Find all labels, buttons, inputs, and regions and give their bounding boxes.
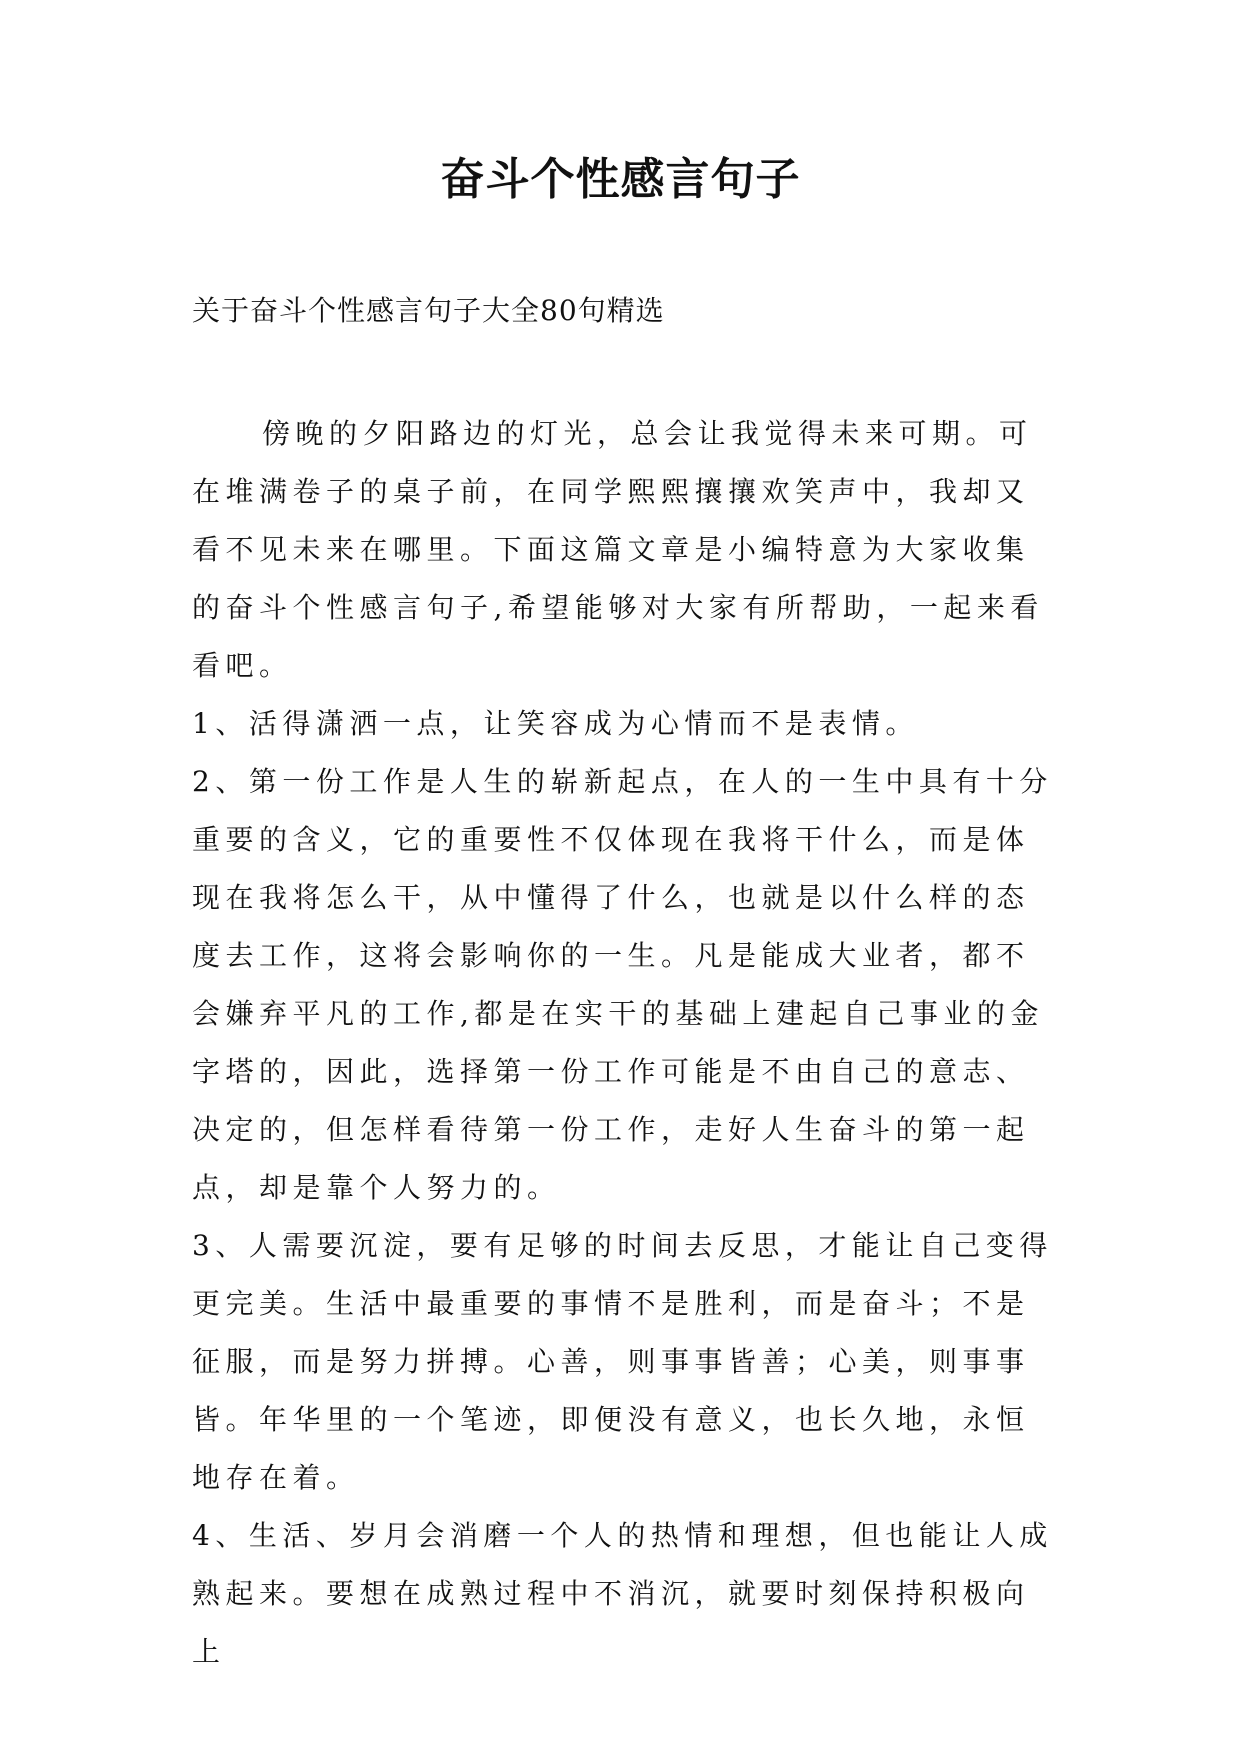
list-item: 2、第一份工作是人生的崭新起点，在人的一生中具有十分重要的含义，它的重要性不仅体现在我将干什么，而是体现在我将怎么干，从中懂得了什么，也就是以什么样的态度去工作，这将会影响你的一生。凡是能成大业者，都不会嫌弃平凡的工作,都是在实干的基础上建起自己事业的金字塔的，因此，选择第一份工作可能是不由自己的意志、决定的，但怎样看待第一份工作，走好人生奋斗的第一起点，却是靠个人努力的。 xyxy=(192,765,1053,1204)
list-item: 1、活得潇洒一点，让笑容成为心情而不是表情。 xyxy=(192,707,919,740)
list-item: 4、生活、岁月会消磨一个人的热情和理想，但也能让人成熟起来。要想在成熟过程中不消沉，就要时刻保持积极向上 xyxy=(192,1519,1053,1668)
document-subtitle: 关于奋斗个性感言句子大全80句精选 xyxy=(192,294,665,327)
document-body xyxy=(192,405,1054,1681)
intro-paragraph: 傍晚的夕阳路边的灯光，总会让我觉得未来可期。可在堆满卷子的桌子前，在同学熙熙攘攘欢笑声中，我却又看不见未来在哪里。下面这篇文章是小编特意为大家收集的奋斗个性感言句子,希望能够对大家有所帮助，一起来看看吧。 xyxy=(192,417,1044,682)
document-title: 奋斗个性感言句子 xyxy=(440,154,801,205)
list-item: 3、人需要沉淀，要有足够的时间去反思，才能让自己变得更完美。生活中最重要的事情不是胜利，而是奋斗；不是征服，而是努力拼搏。心善，则事事皆善；心美，则事事皆。年华里的一个笔迹，即便没有意义，也长久地，永恒地存在着。 xyxy=(192,1229,1053,1494)
